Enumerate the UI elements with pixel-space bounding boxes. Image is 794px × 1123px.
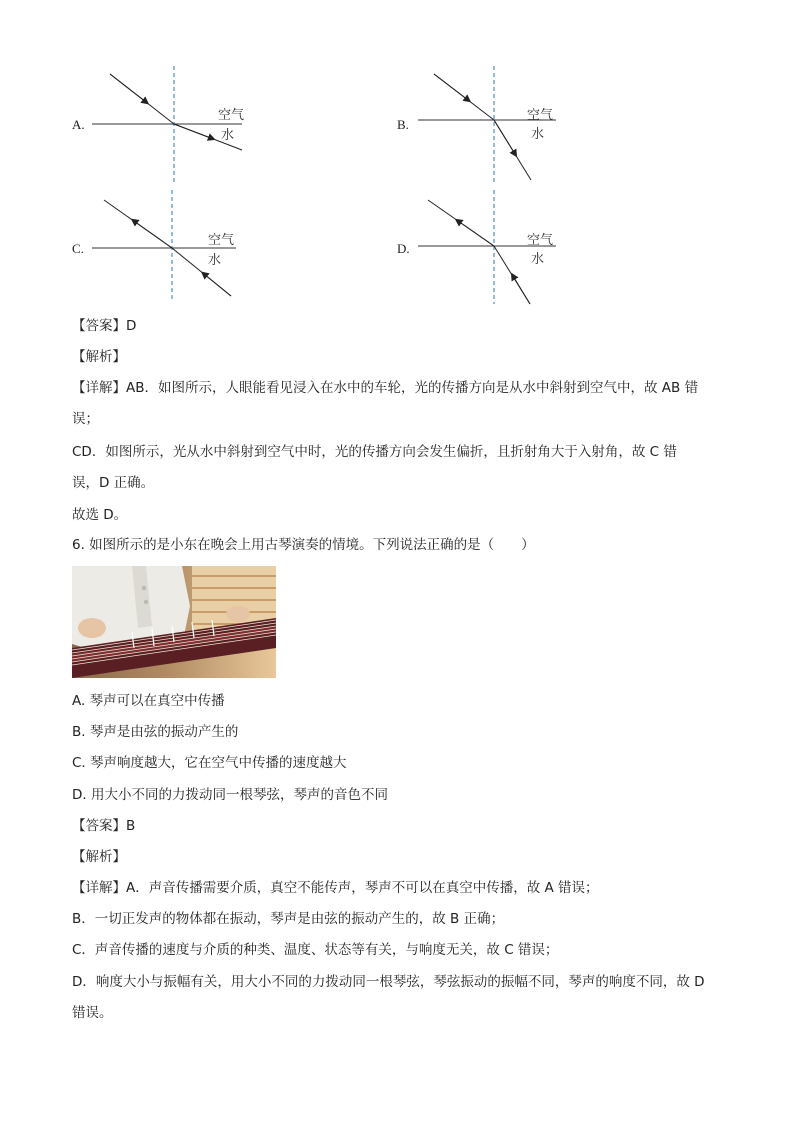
q6-detail-b: B．一切正发声的物体都在振动，琴声是由弦的振动产生的，故 B 正确；	[72, 911, 505, 927]
option-c-label: C.	[72, 241, 84, 256]
air-label: 空气	[218, 108, 245, 123]
air-label: 空气	[208, 233, 235, 248]
q6-option-d: D. 用大小不同的力拨动同一根琴弦，琴声的音色不同	[72, 787, 388, 803]
air-label: 空气	[527, 233, 554, 248]
water-label: 水	[531, 252, 545, 267]
q5-answer: 【答案】D	[72, 318, 137, 334]
guqin-performance-photo	[72, 566, 276, 678]
q6-detail-c: C．声音传播的速度与介质的种类、温度、状态等有关，与响度无关，故 C 错误；	[72, 942, 559, 958]
q6-answer: 【答案】B	[72, 818, 136, 834]
q6-analysis-heading: 【解析】	[72, 849, 126, 865]
water-label: 水	[208, 253, 222, 268]
q6-question: 6. 如图所示的是小东在晚会上用古琴演奏的情境。下列说法正确的是（ ）	[72, 537, 535, 553]
refracted-ray	[174, 124, 212, 139]
q6-option-b: B. 琴声是由弦的振动产生的	[72, 724, 239, 740]
q5-detail-line-4: 误，D 正确。	[72, 475, 155, 491]
air-label: 空气	[527, 108, 554, 123]
q6-option-a: A. 琴声可以在真空中传播	[72, 693, 225, 709]
option-b-label: B.	[397, 117, 409, 132]
refraction-diagram-b	[414, 66, 574, 186]
q5-conclusion: 故选 D。	[72, 507, 128, 523]
water-label: 水	[221, 128, 235, 143]
refraction-diagram-c	[88, 190, 248, 306]
incident-ray	[110, 74, 146, 102]
option-d-label: D.	[397, 241, 410, 256]
water-label: 水	[531, 127, 545, 142]
q5-analysis-heading: 【解析】	[72, 349, 126, 365]
q6-detail-d-line-1: D．响度大小与振幅有关，用大小不同的力拨动同一根琴弦，琴弦振动的振幅不同，琴声的响度不同，故 D	[72, 974, 705, 990]
refraction-diagram-d	[414, 190, 574, 308]
q6-option-c: C. 琴声响度越大，它在空气中传播的速度越大	[72, 755, 347, 771]
q6-detail-a: 【详解】A．声音传播需要介质，真空不能传声，琴声不可以在真空中传播，故 A 错误；	[72, 880, 599, 896]
q5-detail-line-1: 【详解】AB．如图所示，人眼能看见浸入在水中的车轮，光的传播方向是从水中斜射到空气中，故 AB 错	[72, 380, 699, 396]
q6-detail-d-line-2: 错误。	[72, 1005, 113, 1021]
q5-detail-line-3: CD．如图所示，光从水中斜射到空气中时，光的传播方向会发生偏折，且折射角大于入射角，故 C 错	[72, 444, 677, 460]
option-a-label: A.	[72, 117, 85, 132]
q5-detail-line-2: 误；	[72, 411, 99, 427]
